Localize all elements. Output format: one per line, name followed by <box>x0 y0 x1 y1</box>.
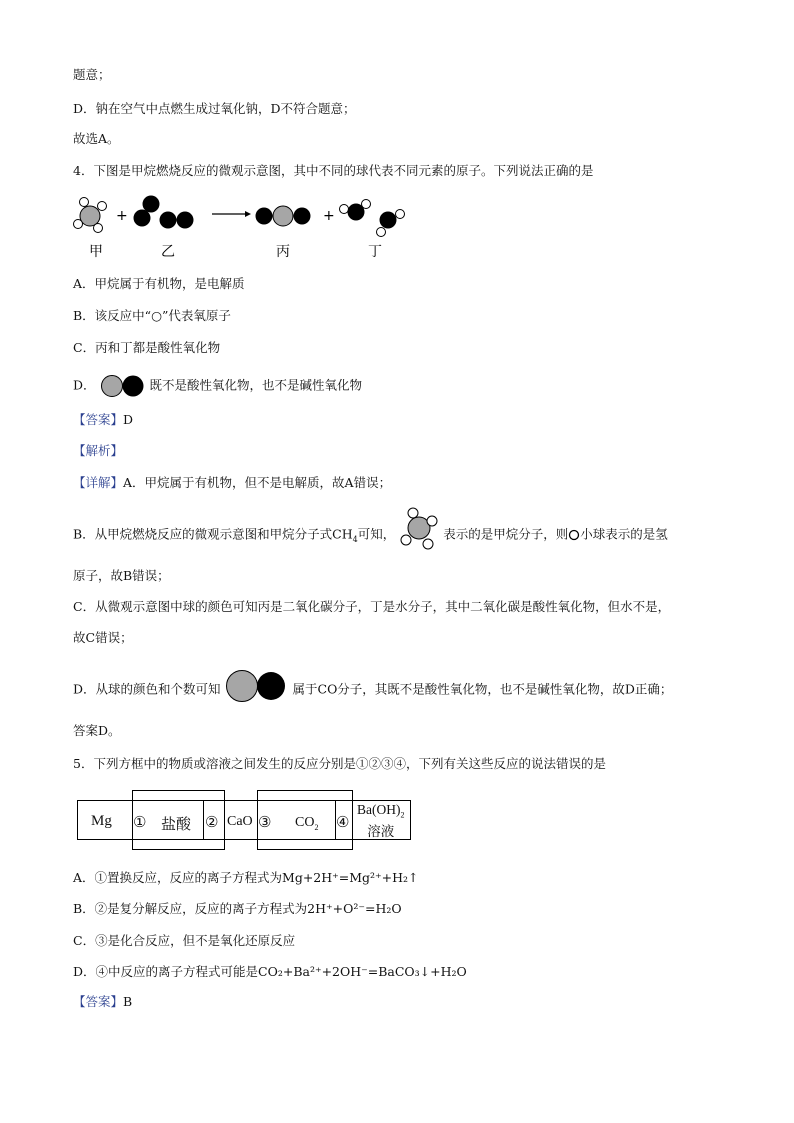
reaction-box-figure <box>77 790 417 850</box>
question-5: 5．下列方框中的物质或溶液之间发生的反应分别是①②③④，下列有关这些反应的说法错误的是 <box>73 756 606 771</box>
co-molecule-icon <box>100 374 146 398</box>
detail-end: 答案D。 <box>73 723 121 738</box>
analysis-tag: 【解析】 <box>73 443 124 458</box>
answer-value: D <box>123 412 134 427</box>
reaction-3: ③ <box>258 815 272 831</box>
label-bing: 丙 <box>276 244 290 260</box>
option-5b: B．②是复分解反应，反应的离子方程式为2H⁺+O²⁻=H₂O <box>73 901 402 916</box>
detail-b-text3: 表示的是甲烷分子，则 <box>443 526 569 542</box>
reaction-1: ① <box>133 815 147 831</box>
molecule-bing <box>256 206 311 226</box>
detail-b-sub: 4 <box>352 535 358 544</box>
text-line: D．钠在空气中点燃生成过氧化钠，D不符合题意； <box>73 101 356 116</box>
option-5d: D．④中反应的离子方程式可能是CO₂+Ba²⁺+2OH⁻=BaCO₃↓+H₂O <box>73 964 467 979</box>
methane-molecule-icon <box>399 506 439 550</box>
baoh2-text: Ba(OH) <box>357 802 401 817</box>
detail-b-text4: 小球表示的是氢 <box>580 526 668 542</box>
co-molecule-icon <box>225 669 289 703</box>
baoh2-sub: 2 <box>400 810 405 820</box>
detail-b <box>73 520 668 550</box>
molecule-ding-2 <box>377 210 405 237</box>
detail-a-text: A．甲烷属于有机物，但不是电解质，故A错误； <box>123 475 392 490</box>
detail-d-text1: D．从球的颜色和个数可知 <box>73 681 221 697</box>
mg-label: Mg <box>91 813 112 829</box>
molecule-jia <box>74 198 107 233</box>
detail-d <box>73 677 672 703</box>
answer-tag: 【答案】 <box>73 994 124 1009</box>
option-b: B．该反应中“○”代表氧原子 <box>73 308 231 323</box>
co2-sub: 2 <box>314 822 319 832</box>
option-5c: C．③是化合反应，但不是氧化还原反应 <box>73 933 296 948</box>
plus-sign: + <box>323 208 335 224</box>
detail-tag: 【详解】 <box>73 475 124 490</box>
option-a: A．甲烷属于有机物，是电解质 <box>73 276 245 291</box>
text-line: 故选A。 <box>73 131 120 146</box>
detail-c: C．从微观示意图中球的颜色可知丙是二氧化碳分子，丁是水分子，其中二氧化碳是酸性氧化物，但水不是， <box>73 599 671 614</box>
answer-4 <box>73 411 133 429</box>
option-5a: A．①置换反应，反应的离子方程式为Mg+2H⁺=Mg²⁺+H₂↑ <box>73 870 419 885</box>
label-yi: 乙 <box>161 244 175 260</box>
detail-b-text2: 可知， <box>357 526 396 542</box>
molecule-ding-1 <box>340 200 371 221</box>
molecule-yi <box>134 196 194 229</box>
detail-b-cont: 原子，故B错误； <box>73 568 170 583</box>
detail-a <box>73 474 391 492</box>
answer-value: B <box>123 994 133 1009</box>
hydrogen-ball-icon <box>568 529 580 541</box>
co2-text: CO <box>295 815 315 830</box>
detail-d-text2: 属于CO分子，其既不是酸性氧化物，也不是碱性氧化物，故D正确； <box>292 681 673 697</box>
question-4: 4．下图是甲烷燃烧反应的微观示意图，其中不同的球代表不同元素的原子。下列说法正确的是 <box>73 163 594 178</box>
label-ding: 丁 <box>368 244 382 260</box>
label-jia: 甲 <box>89 244 103 260</box>
baoh2-label <box>357 802 405 840</box>
answer-tag: 【答案】 <box>73 412 124 427</box>
option-d-prefix: D． <box>73 377 96 393</box>
solution-text: 溶液 <box>367 823 395 839</box>
cao-label: CaO <box>227 814 253 829</box>
methane-reaction-figure <box>70 192 430 262</box>
option-d-text: 既不是酸性氧化物，也不是碱性氧化物 <box>149 377 363 393</box>
plus-sign: + <box>116 208 128 224</box>
detail-b-text1: B．从甲烷燃烧反应的微观示意图和甲烷分子式CH <box>73 526 353 542</box>
reaction-4: ④ <box>336 815 350 831</box>
text-line: 题意； <box>73 67 111 82</box>
hcl-label: 盐酸 <box>161 817 192 833</box>
reaction-2: ② <box>205 815 219 831</box>
option-d <box>73 374 362 398</box>
reaction-arrow <box>212 211 251 217</box>
answer-5 <box>73 993 132 1011</box>
detail-c-cont: 故C错误； <box>73 630 133 645</box>
option-c: C．丙和丁都是酸性氧化物 <box>73 340 221 355</box>
co2-label <box>295 815 318 832</box>
reaction-diagram <box>70 192 430 262</box>
